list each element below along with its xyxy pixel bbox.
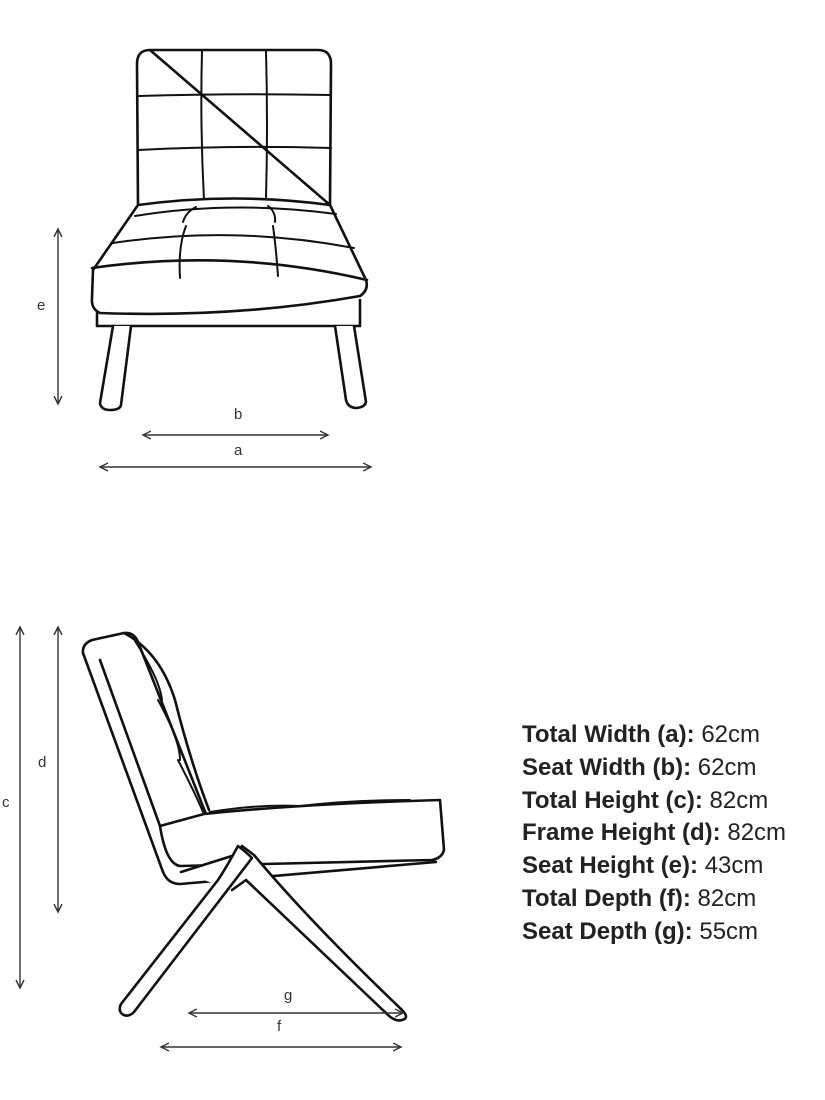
right-leg [335, 326, 366, 408]
spec-label: Seat Height (e): [522, 852, 699, 880]
spec-value: 43cm [704, 852, 764, 880]
front-leg [181, 846, 406, 1020]
label-e: e [37, 297, 46, 314]
chair-side-view [83, 633, 444, 1020]
spec-value: 62cm [701, 721, 760, 748]
spec-value: 62cm [697, 753, 757, 781]
label-c: c [2, 794, 10, 811]
backrest [137, 50, 331, 205]
spec-label: Frame Height (d): [522, 819, 721, 847]
seat-cushion [92, 199, 367, 314]
spec-seat-height [522, 850, 786, 883]
spec-label: Seat Width (b): [522, 753, 692, 781]
spec-total-depth [522, 883, 786, 916]
label-a: a [234, 442, 243, 459]
left-leg [100, 326, 131, 410]
spec-label: Total Depth (f): [522, 884, 691, 912]
spec-label: Total Width (a): [522, 721, 695, 748]
label-b: b [234, 406, 243, 423]
spec-label: Seat Depth (g): [522, 917, 693, 945]
spec-value: 82cm [697, 884, 757, 912]
label-f: f [277, 1018, 282, 1035]
dimensions-spec-list [522, 719, 786, 949]
chair-front-view [92, 50, 367, 410]
spec-label: Total Height (c): [522, 786, 703, 814]
spec-total-height [522, 785, 786, 818]
spec-value: 82cm [727, 819, 787, 847]
spec-frame-height [522, 817, 786, 850]
label-g: g [284, 987, 293, 1004]
spec-total-width [522, 719, 786, 752]
spec-seat-width [522, 752, 786, 785]
spec-seat-depth [522, 916, 786, 949]
spec-value: 82cm [709, 786, 769, 814]
spec-value: 55cm [699, 917, 759, 945]
side-frame [83, 633, 209, 826]
label-d: d [38, 754, 47, 771]
